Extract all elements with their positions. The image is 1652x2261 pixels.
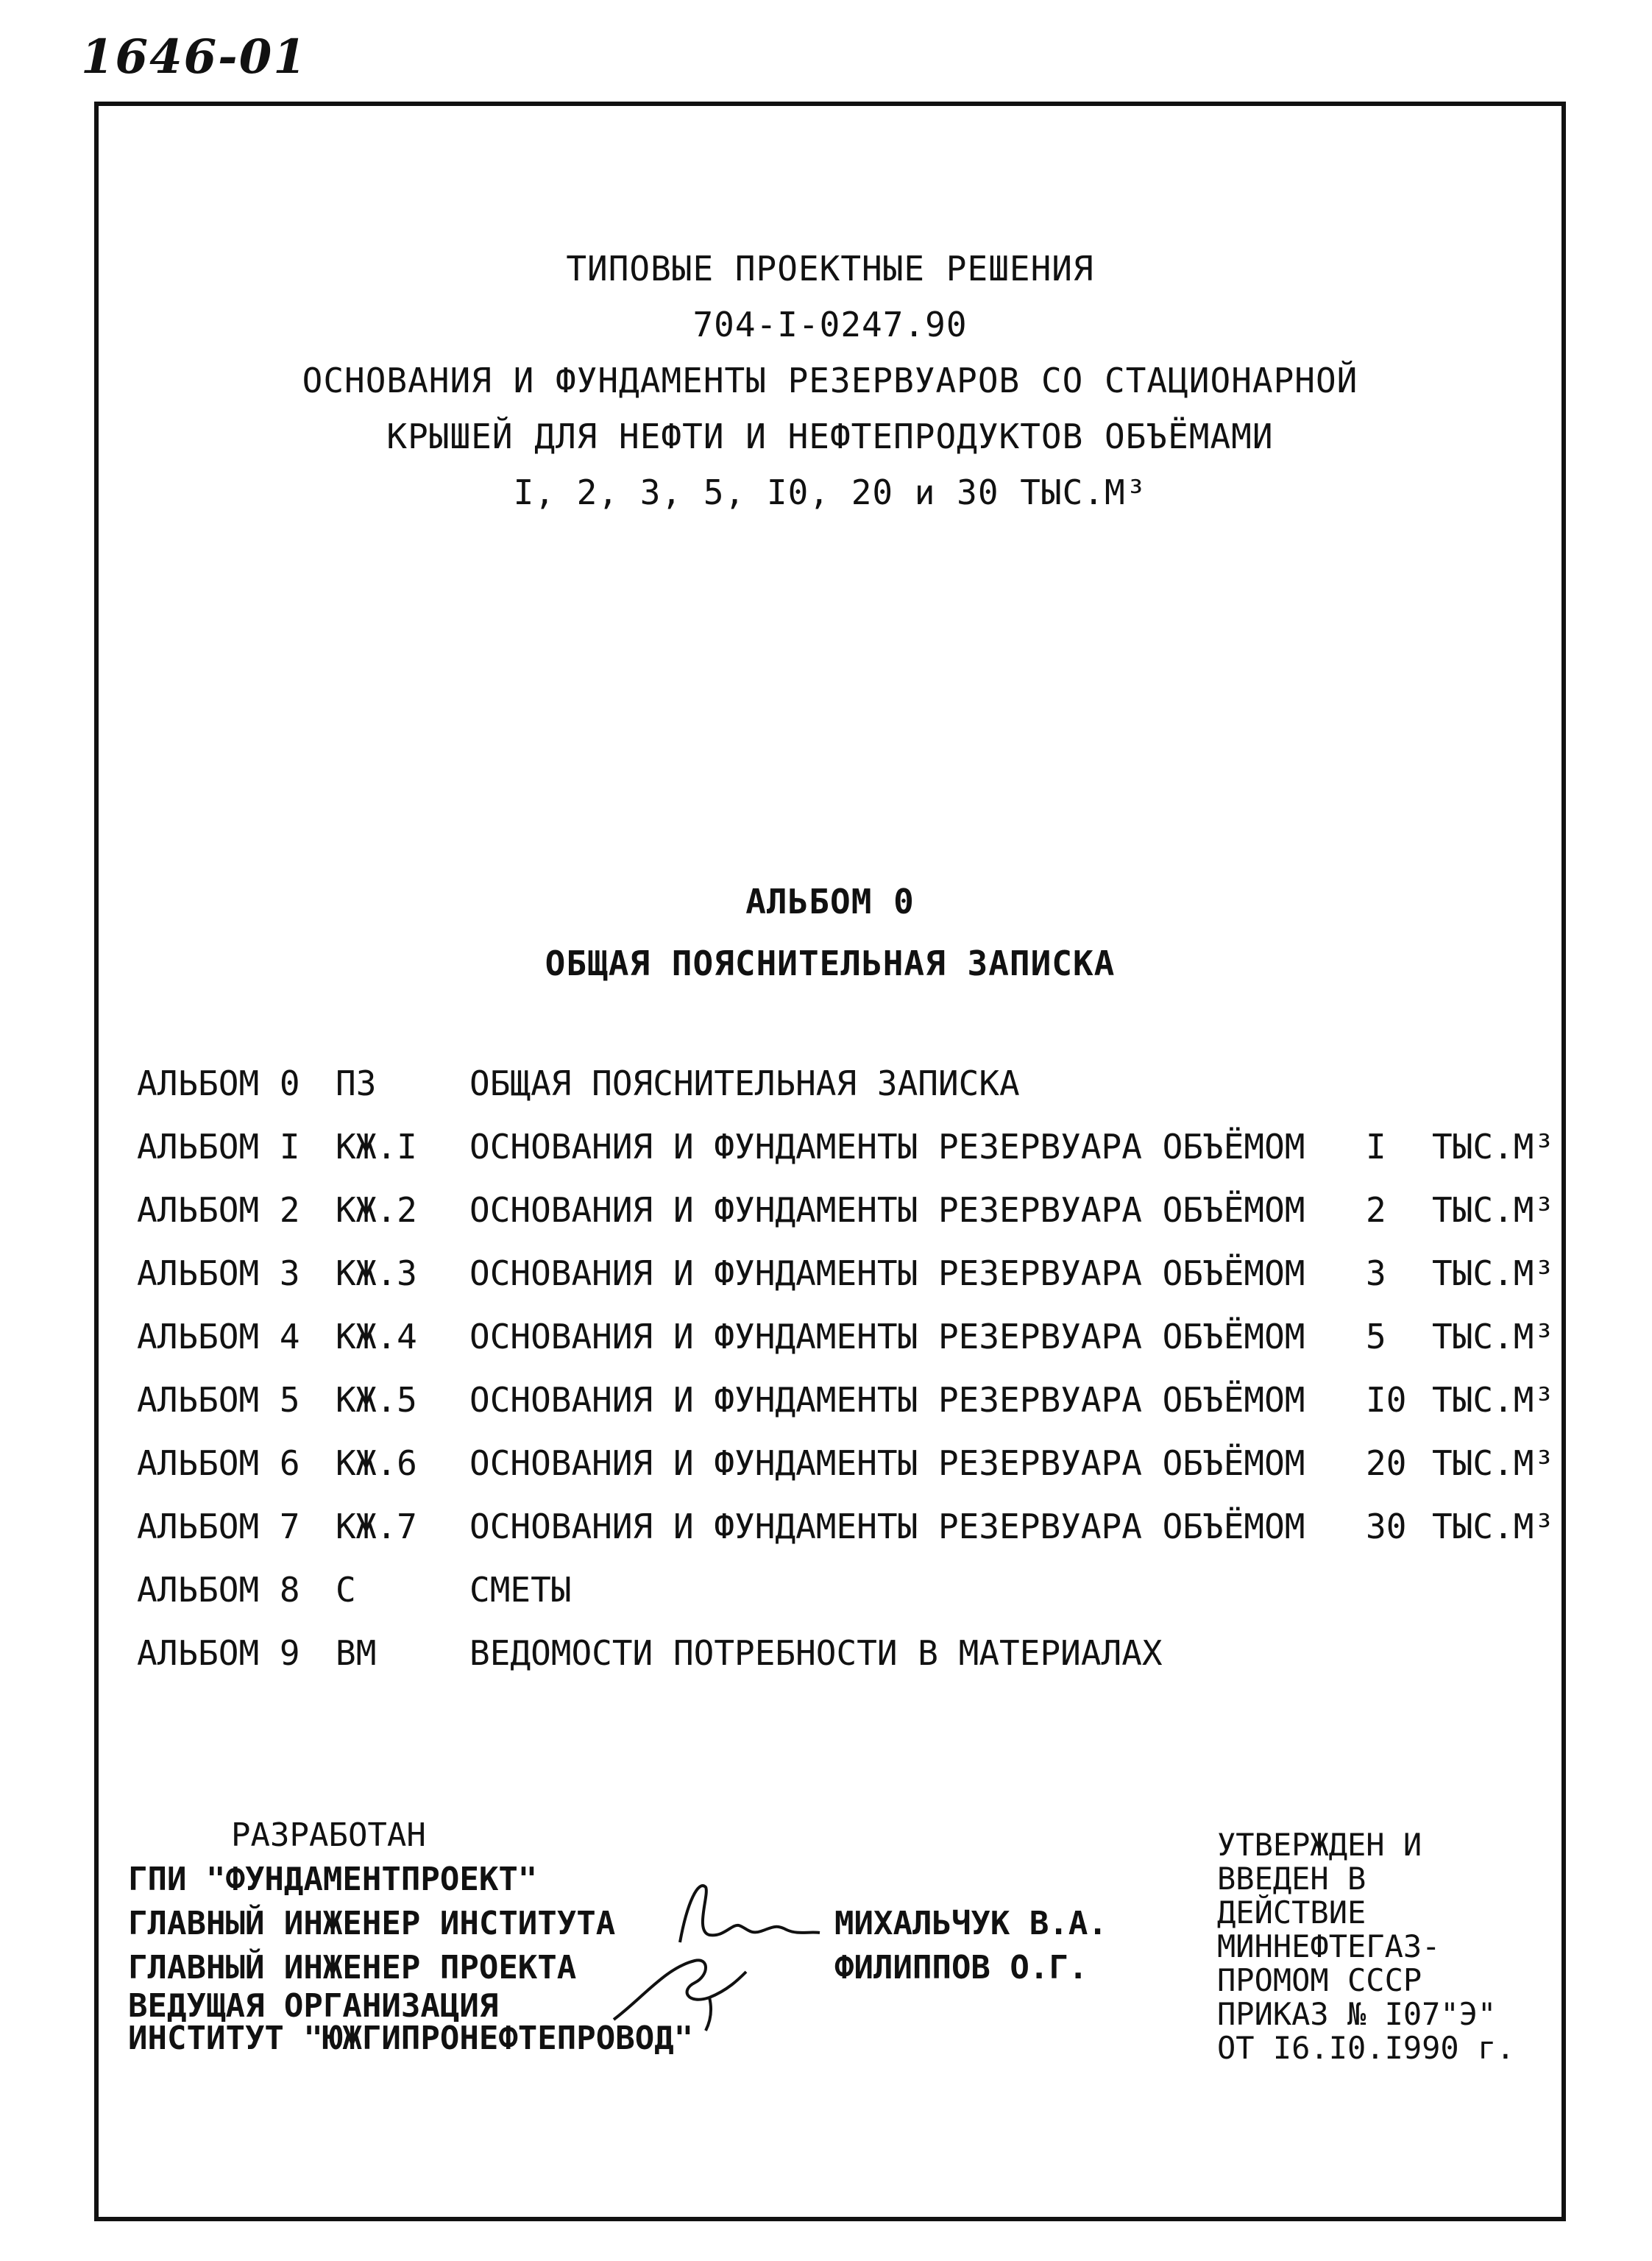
album-row (137, 1495, 1557, 1558)
album-unit: ТЫС.М³ (1432, 1507, 1555, 1546)
album-description: ОСНОВАНИЯ И ФУНДАМЕНТЫ РЕЗЕРВУАРА ОБЪЁМОМ (469, 1253, 1305, 1293)
title-line-4: КРЫШЕЙ ДЛЯ НЕФТИ И НЕФТЕПРОДУКТОВ ОБЪЁМАМИ (386, 417, 1274, 456)
album-code: КЖ.7 (336, 1507, 417, 1546)
document-number: 704-I-0247.90 (692, 305, 968, 344)
approved-date: ОТ I6.I0.I990 г. (1217, 2030, 1515, 2066)
album-code: ВМ (336, 1633, 377, 1673)
album-row (137, 1115, 1557, 1178)
chief-engineer-institute-label: ГЛАВНЫЙ ИНЖЕНЕР ИНСТИТУТА (128, 1905, 616, 1942)
album-code: КЖ.5 (336, 1380, 417, 1420)
album-unit: ТЫС.М³ (1432, 1127, 1555, 1167)
album-row (137, 1621, 1557, 1685)
album-description: ОСНОВАНИЯ И ФУНДАМЕНТЫ РЕЗЕРВУАРА ОБЪЁМОМ (469, 1127, 1305, 1167)
album-row (137, 1368, 1557, 1432)
approved-order: ПРИКАЗ № I07"Э" (1217, 1996, 1497, 2032)
album-volume: 3 (1366, 1253, 1386, 1293)
album-list (137, 1052, 1557, 1685)
lead-org-label: ВЕДУЩАЯ ОРГАНИЗАЦИЯ (128, 1987, 499, 2025)
approved-block (1217, 1828, 1563, 2065)
album-volume: 2 (1366, 1190, 1386, 1230)
album-number: АЛЬБОМ 8 (137, 1570, 300, 1610)
developed-heading: РАЗРАБОТАН (231, 1816, 426, 1854)
document-frame (94, 102, 1566, 2221)
album-unit: ТЫС.М³ (1432, 1380, 1555, 1420)
album-number: АЛЬБОМ 4 (137, 1317, 300, 1356)
album-heading-block (99, 879, 1561, 1002)
album-subheading: ОБЩАЯ ПОЯСНИТЕЛЬНАЯ ЗАПИСКА (545, 944, 1116, 983)
title-block (99, 246, 1561, 526)
album-unit: ТЫС.М³ (1432, 1253, 1555, 1293)
album-row (137, 1432, 1557, 1495)
album-volume: 5 (1366, 1317, 1386, 1356)
chief-engineer-project-label: ГЛАВНЫЙ ИНЖЕНЕР ПРОЕКТА (128, 1949, 577, 1986)
album-row (137, 1558, 1557, 1621)
approved-line: МИННЕФТЕГАЗ- (1217, 1928, 1441, 1964)
album-description: ОСНОВАНИЯ И ФУНДАМЕНТЫ РЕЗЕРВУАРА ОБЪЁМОМ (469, 1380, 1305, 1420)
album-code: КЖ.6 (336, 1443, 417, 1483)
album-volume: 20 (1366, 1443, 1407, 1483)
album-row (137, 1305, 1557, 1368)
album-heading: АЛЬБОМ 0 (745, 882, 915, 921)
album-description: СМЕТЫ (469, 1570, 572, 1610)
approved-line: ДЕЙСТВИЕ (1217, 1894, 1366, 1931)
album-code: КЖ.3 (336, 1253, 417, 1293)
album-code: КЖ.4 (336, 1317, 417, 1356)
album-description: ОБЩАЯ ПОЯСНИТЕЛЬНАЯ ЗАПИСКА (469, 1064, 1020, 1103)
album-description: ОСНОВАНИЯ И ФУНДАМЕНТЫ РЕЗЕРВУАРА ОБЪЁМОМ (469, 1507, 1305, 1546)
album-code: КЖ.I (336, 1127, 417, 1167)
album-volume: I (1366, 1127, 1386, 1167)
lead-org-name: ИНСТИТУТ "ЮЖГИПРОНЕФТЕПРОВОД" (128, 2020, 694, 2057)
album-number: АЛЬБОМ I (137, 1127, 300, 1167)
album-code: ПЗ (336, 1064, 377, 1103)
album-row (137, 1052, 1557, 1115)
album-number: АЛЬБОМ 9 (137, 1633, 300, 1673)
signature-filippov (599, 1939, 790, 2042)
album-description: ВЕДОМОСТИ ПОТРЕБНОСТИ В МАТЕРИАЛАХ (469, 1633, 1163, 1673)
album-row (137, 1242, 1557, 1305)
chief-engineer-institute-name: МИХАЛЬЧУК В.А. (834, 1905, 1107, 1942)
album-volume: I0 (1366, 1380, 1407, 1420)
album-description: ОСНОВАНИЯ И ФУНДАМЕНТЫ РЕЗЕРВУАРА ОБЪЁМОМ (469, 1190, 1305, 1230)
album-code: КЖ.2 (336, 1190, 417, 1230)
developer-org: ГПИ "ФУНДАМЕНТПРОЕКТ" (128, 1861, 538, 1898)
album-number: АЛЬБОМ 2 (137, 1190, 300, 1230)
album-row (137, 1178, 1557, 1242)
title-line-3: ОСНОВАНИЯ И ФУНДАМЕНТЫ РЕЗЕРВУАРОВ СО СТАЦИОНАРНОЙ (302, 361, 1358, 400)
album-number: АЛЬБОМ 3 (137, 1253, 300, 1293)
chief-engineer-project-name: ФИЛИППОВ О.Г. (834, 1949, 1088, 1986)
approved-line: УТВЕРЖДЕН И (1217, 1827, 1422, 1863)
title-line-5: I, 2, 3, 5, I0, 20 и 30 ТЫС.М³ (513, 473, 1147, 512)
album-number: АЛЬБОМ 6 (137, 1443, 300, 1483)
album-code: С (336, 1570, 356, 1610)
approved-line: ВВЕДЕН В (1217, 1861, 1366, 1897)
album-description: ОСНОВАНИЯ И ФУНДАМЕНТЫ РЕЗЕРВУАРА ОБЪЁМОМ (469, 1317, 1305, 1356)
approved-line: ПРОМОМ СССР (1217, 1962, 1422, 1998)
album-unit: ТЫС.М³ (1432, 1443, 1555, 1483)
album-number: АЛЬБОМ 7 (137, 1507, 300, 1546)
album-description: ОСНОВАНИЯ И ФУНДАМЕНТЫ РЕЗЕРВУАРА ОБЪЁМОМ (469, 1443, 1305, 1483)
document-id-handwritten: 1646-01 (81, 29, 308, 85)
album-number: АЛЬБОМ 5 (137, 1380, 300, 1420)
album-unit: ТЫС.М³ (1432, 1317, 1555, 1356)
album-number: АЛЬБОМ 0 (137, 1064, 300, 1103)
album-unit: ТЫС.М³ (1432, 1190, 1555, 1230)
album-volume: 30 (1366, 1507, 1407, 1546)
title-line-1: ТИПОВЫЕ ПРОЕКТНЫЕ РЕШЕНИЯ (566, 249, 1094, 289)
